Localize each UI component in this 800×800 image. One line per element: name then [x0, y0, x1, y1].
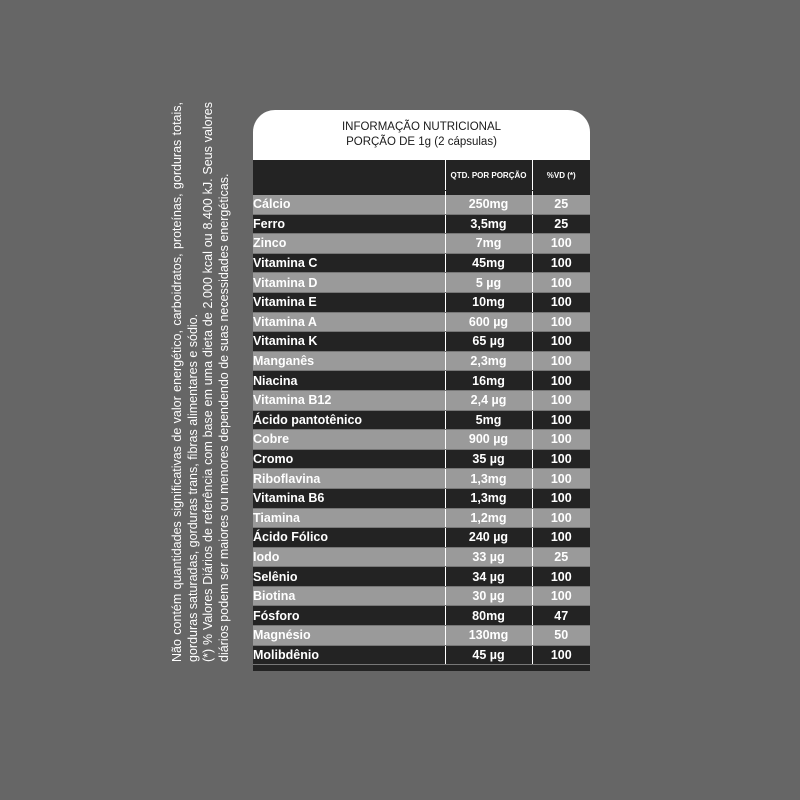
table-row [253, 195, 590, 214]
table-row [253, 606, 590, 626]
nutrient-qty: 900 µg [445, 430, 532, 450]
nutrient-qty: 2,3mg [445, 351, 532, 371]
header-nutrient [253, 160, 445, 191]
nutrient-vd: 25 [532, 214, 590, 234]
table-row [253, 430, 590, 450]
nutrition-label [253, 110, 590, 671]
label-title: INFORMAÇÃO NUTRICIONAL [341, 121, 502, 133]
nutrient-vd: 100 [532, 645, 590, 665]
table-row [253, 488, 590, 508]
table-row [253, 567, 590, 587]
nutrient-name: Tiamina [253, 508, 445, 528]
nutrient-qty: 45mg [445, 253, 532, 273]
table-row [253, 645, 590, 665]
nutrient-vd: 100 [532, 234, 590, 254]
nutrient-vd: 100 [532, 469, 590, 489]
header-qty: QTD. POR PORÇÃO [445, 160, 532, 191]
disclaimer-line-2: (*) % Valores Diários de referência com base em uma dieta de 2.000 kcal ou 8.400 kJ. Seus valores diários podem ser maiores ou menores dependendo de suas necessidades energéticas. [201, 102, 231, 662]
nutrient-vd: 100 [532, 371, 590, 391]
label-portion: PORÇÃO DE 1g (2 cápsulas) [346, 136, 497, 148]
nutrient-qty: 1,3mg [445, 469, 532, 489]
nutrient-qty: 80mg [445, 606, 532, 626]
table-row [253, 449, 590, 469]
label-bottom [253, 665, 590, 671]
table-row [253, 547, 590, 567]
nutrient-qty: 30 µg [445, 586, 532, 606]
nutrient-vd: 100 [532, 332, 590, 352]
nutrient-vd: 100 [532, 430, 590, 450]
disclaimer-text [170, 102, 232, 662]
table-row [253, 234, 590, 254]
nutrient-vd: 100 [532, 488, 590, 508]
nutrient-name: Iodo [253, 547, 445, 567]
nutrient-qty: 10mg [445, 292, 532, 312]
nutrient-name: Ácido pantotênico [253, 410, 445, 430]
nutrient-vd: 100 [532, 449, 590, 469]
nutrient-vd: 100 [532, 528, 590, 548]
nutrient-name: Cálcio [253, 195, 445, 214]
nutrient-name: Molibdênio [253, 645, 445, 665]
nutrient-name: Biotina [253, 586, 445, 606]
table-row [253, 410, 590, 430]
table-row [253, 528, 590, 548]
nutrient-qty: 5mg [445, 410, 532, 430]
nutrient-vd: 100 [532, 586, 590, 606]
nutrient-qty: 7mg [445, 234, 532, 254]
disclaimer-line-1: Não contém quantidades significativas de valor energético, carboidratos, proteínas, gorduras totais, gorduras saturadas, gorduras trans, fibras alimentares e sódio. [170, 102, 200, 662]
nutrient-name: Niacina [253, 371, 445, 391]
nutrient-name: Vitamina A [253, 312, 445, 332]
nutrient-vd: 100 [532, 410, 590, 430]
table-row [253, 586, 590, 606]
nutrient-qty: 2,4 µg [445, 390, 532, 410]
nutrient-vd: 100 [532, 351, 590, 371]
nutrient-name: Cobre [253, 430, 445, 450]
nutrient-vd: 25 [532, 195, 590, 214]
table-row [253, 332, 590, 352]
table-row [253, 253, 590, 273]
nutrient-name: Vitamina B12 [253, 390, 445, 410]
nutrient-vd: 50 [532, 626, 590, 646]
nutrient-name: Ferro [253, 214, 445, 234]
nutrient-qty: 600 µg [445, 312, 532, 332]
nutrition-table [253, 160, 590, 665]
nutrient-qty: 1,3mg [445, 488, 532, 508]
nutrient-name: Vitamina E [253, 292, 445, 312]
nutrient-name: Vitamina D [253, 273, 445, 293]
nutrient-qty: 3,5mg [445, 214, 532, 234]
nutrient-qty: 35 µg [445, 449, 532, 469]
nutrient-qty: 65 µg [445, 332, 532, 352]
nutrient-name: Vitamina B6 [253, 488, 445, 508]
table-header-row [253, 160, 590, 191]
nutrient-vd: 100 [532, 292, 590, 312]
table-row [253, 371, 590, 391]
nutrient-vd: 100 [532, 567, 590, 587]
header-vd: %VD (*) [532, 160, 590, 191]
nutrient-vd: 100 [532, 253, 590, 273]
nutrient-qty: 1,2mg [445, 508, 532, 528]
label-header [253, 110, 590, 160]
nutrient-qty: 250mg [445, 195, 532, 214]
nutrient-name: Ácido Fólico [253, 528, 445, 548]
nutrient-name: Vitamina K [253, 332, 445, 352]
nutrient-vd: 100 [532, 273, 590, 293]
nutrient-qty: 45 µg [445, 645, 532, 665]
nutrient-name: Manganês [253, 351, 445, 371]
nutrient-vd: 100 [532, 312, 590, 332]
table-row [253, 351, 590, 371]
nutrient-vd: 100 [532, 390, 590, 410]
nutrient-name: Selênio [253, 567, 445, 587]
nutrient-qty: 16mg [445, 371, 532, 391]
table-row [253, 508, 590, 528]
nutrient-vd: 25 [532, 547, 590, 567]
nutrient-qty: 33 µg [445, 547, 532, 567]
nutrient-name: Riboflavina [253, 469, 445, 489]
nutrient-name: Cromo [253, 449, 445, 469]
table-row [253, 312, 590, 332]
nutrient-vd: 47 [532, 606, 590, 626]
nutrient-vd: 100 [532, 508, 590, 528]
table-row [253, 292, 590, 312]
table-row [253, 469, 590, 489]
table-row [253, 390, 590, 410]
nutrient-name: Magnésio [253, 626, 445, 646]
nutrient-qty: 34 µg [445, 567, 532, 587]
nutrient-name: Vitamina C [253, 253, 445, 273]
nutrient-name: Zinco [253, 234, 445, 254]
nutrient-name: Fósforo [253, 606, 445, 626]
table-row [253, 214, 590, 234]
nutrient-qty: 240 µg [445, 528, 532, 548]
table-row [253, 626, 590, 646]
table-row [253, 273, 590, 293]
nutrient-qty: 5 µg [445, 273, 532, 293]
nutrient-qty: 130mg [445, 626, 532, 646]
